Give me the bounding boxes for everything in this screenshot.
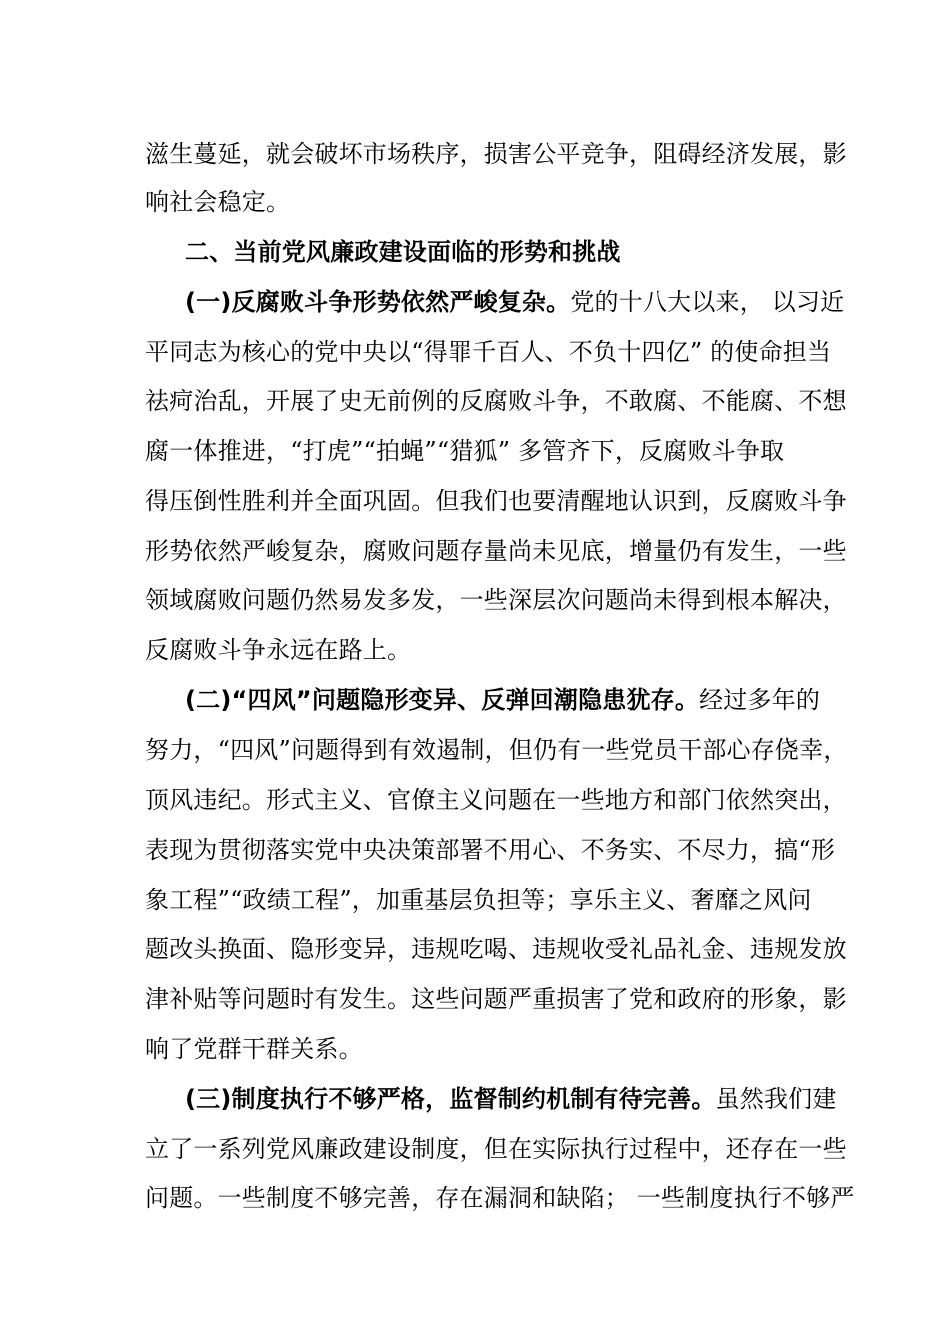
subsection-1-first-line — [185, 286, 865, 318]
subsection-2-first-line — [185, 684, 865, 716]
paragraph-line — [145, 485, 847, 517]
paragraph-line-1 — [145, 138, 847, 170]
paragraph-line — [145, 1182, 855, 1214]
line-text: 平同志为核心的党中央以“得罪千百人、不负十四亿” 的使命担当 — [145, 338, 832, 366]
line-text: 顶风违纪。形式主义、官僚主义问题在一些地方和部门依然突出， — [145, 786, 847, 814]
subsection-2-lead: (二)“四风”问题隐形变异、反弹回潮隐患犹存。 — [185, 686, 700, 714]
line-text: 反腐败斗争永远在路上。 — [145, 636, 412, 664]
paragraph-line — [145, 336, 832, 368]
paragraph-line-2 — [145, 186, 825, 218]
paragraph-line — [145, 734, 848, 766]
line-text: 祛疴治乱，开展了史无前例的反腐败斗争，不敢腐、不能腐、不想 — [145, 387, 847, 415]
paragraph-line — [145, 983, 847, 1015]
line-text: 得压倒性胜利并全面巩固。但我们也要清醒地认识到，反腐败斗争 — [145, 487, 847, 515]
line-text: 表现为贯彻落实党中央决策部署不用心、不务实、不尽力，搞“形 — [145, 836, 836, 864]
paragraph-line — [145, 784, 847, 816]
line-text: 响社会稳定。 — [145, 188, 291, 216]
paragraph-line — [145, 584, 847, 616]
paragraph-line — [145, 933, 847, 965]
heading-text: 二、当前党风廉政建设面临的形势和挑战 — [185, 238, 621, 266]
paragraph-line — [145, 1033, 825, 1065]
line-text: 津补贴等问题时有发生。这些问题严重损害了党和政府的形象，影 — [145, 985, 847, 1013]
paragraph-line — [145, 385, 847, 417]
paragraph-line — [145, 535, 847, 567]
subsection-3-lead: (三)制度执行不够严格，监督制约机制有待完善。 — [185, 1085, 716, 1113]
line-text: 象工程”“政绩工程”，加重基层负担等；享乐主义、奢靡之风问 — [145, 886, 812, 914]
line-text: 响了党群干群关系。 — [145, 1035, 363, 1063]
line-text: 努力，“四风”问题得到有效遏制，但仍有一些党员干部心存侥幸， — [145, 736, 848, 764]
line-text: 形势依然严峻复杂，腐败问题存量尚未见底，增量仍有发生，一些 — [145, 537, 847, 565]
line-text: 滋生蔓延，就会破坏市场秩序，损害公平竞争，阻碍经济发展，影 — [145, 140, 847, 168]
paragraph-line — [145, 834, 836, 866]
line-text: 立了一系列党风廉政建设制度，但在实际执行过程中，还存在一些 — [145, 1135, 847, 1163]
line-text: 题改头换面、隐形变异，违规吃喝、违规收受礼品礼金、违规发放 — [145, 935, 847, 963]
subsection-1-lead: (一)反腐败斗争形势依然严峻复杂。 — [185, 288, 571, 316]
subsection-3-first-line — [185, 1083, 865, 1115]
paragraph-line — [145, 435, 825, 467]
line-text: 领域腐败问题仍然易发多发，一些深层次问题尚未得到根本解决， — [145, 586, 847, 614]
line-text: 虽然我们建 — [715, 1085, 837, 1113]
paragraph-line — [145, 884, 825, 916]
line-text: 腐一体推进，“打虎”“拍蝇”“猎狐” 多管齐下，反腐败斗争取 — [145, 437, 785, 465]
line-text: 问题。一些制度不够完善，存在漏洞和缺陷； 一些制度执行不够严 — [145, 1184, 855, 1212]
line-text: 经过多年的 — [699, 686, 821, 714]
paragraph-line — [145, 634, 825, 666]
paragraph-line — [145, 1133, 847, 1165]
line-text: 党的十八大以来， 以习近 — [570, 288, 845, 316]
section-heading — [185, 236, 865, 268]
